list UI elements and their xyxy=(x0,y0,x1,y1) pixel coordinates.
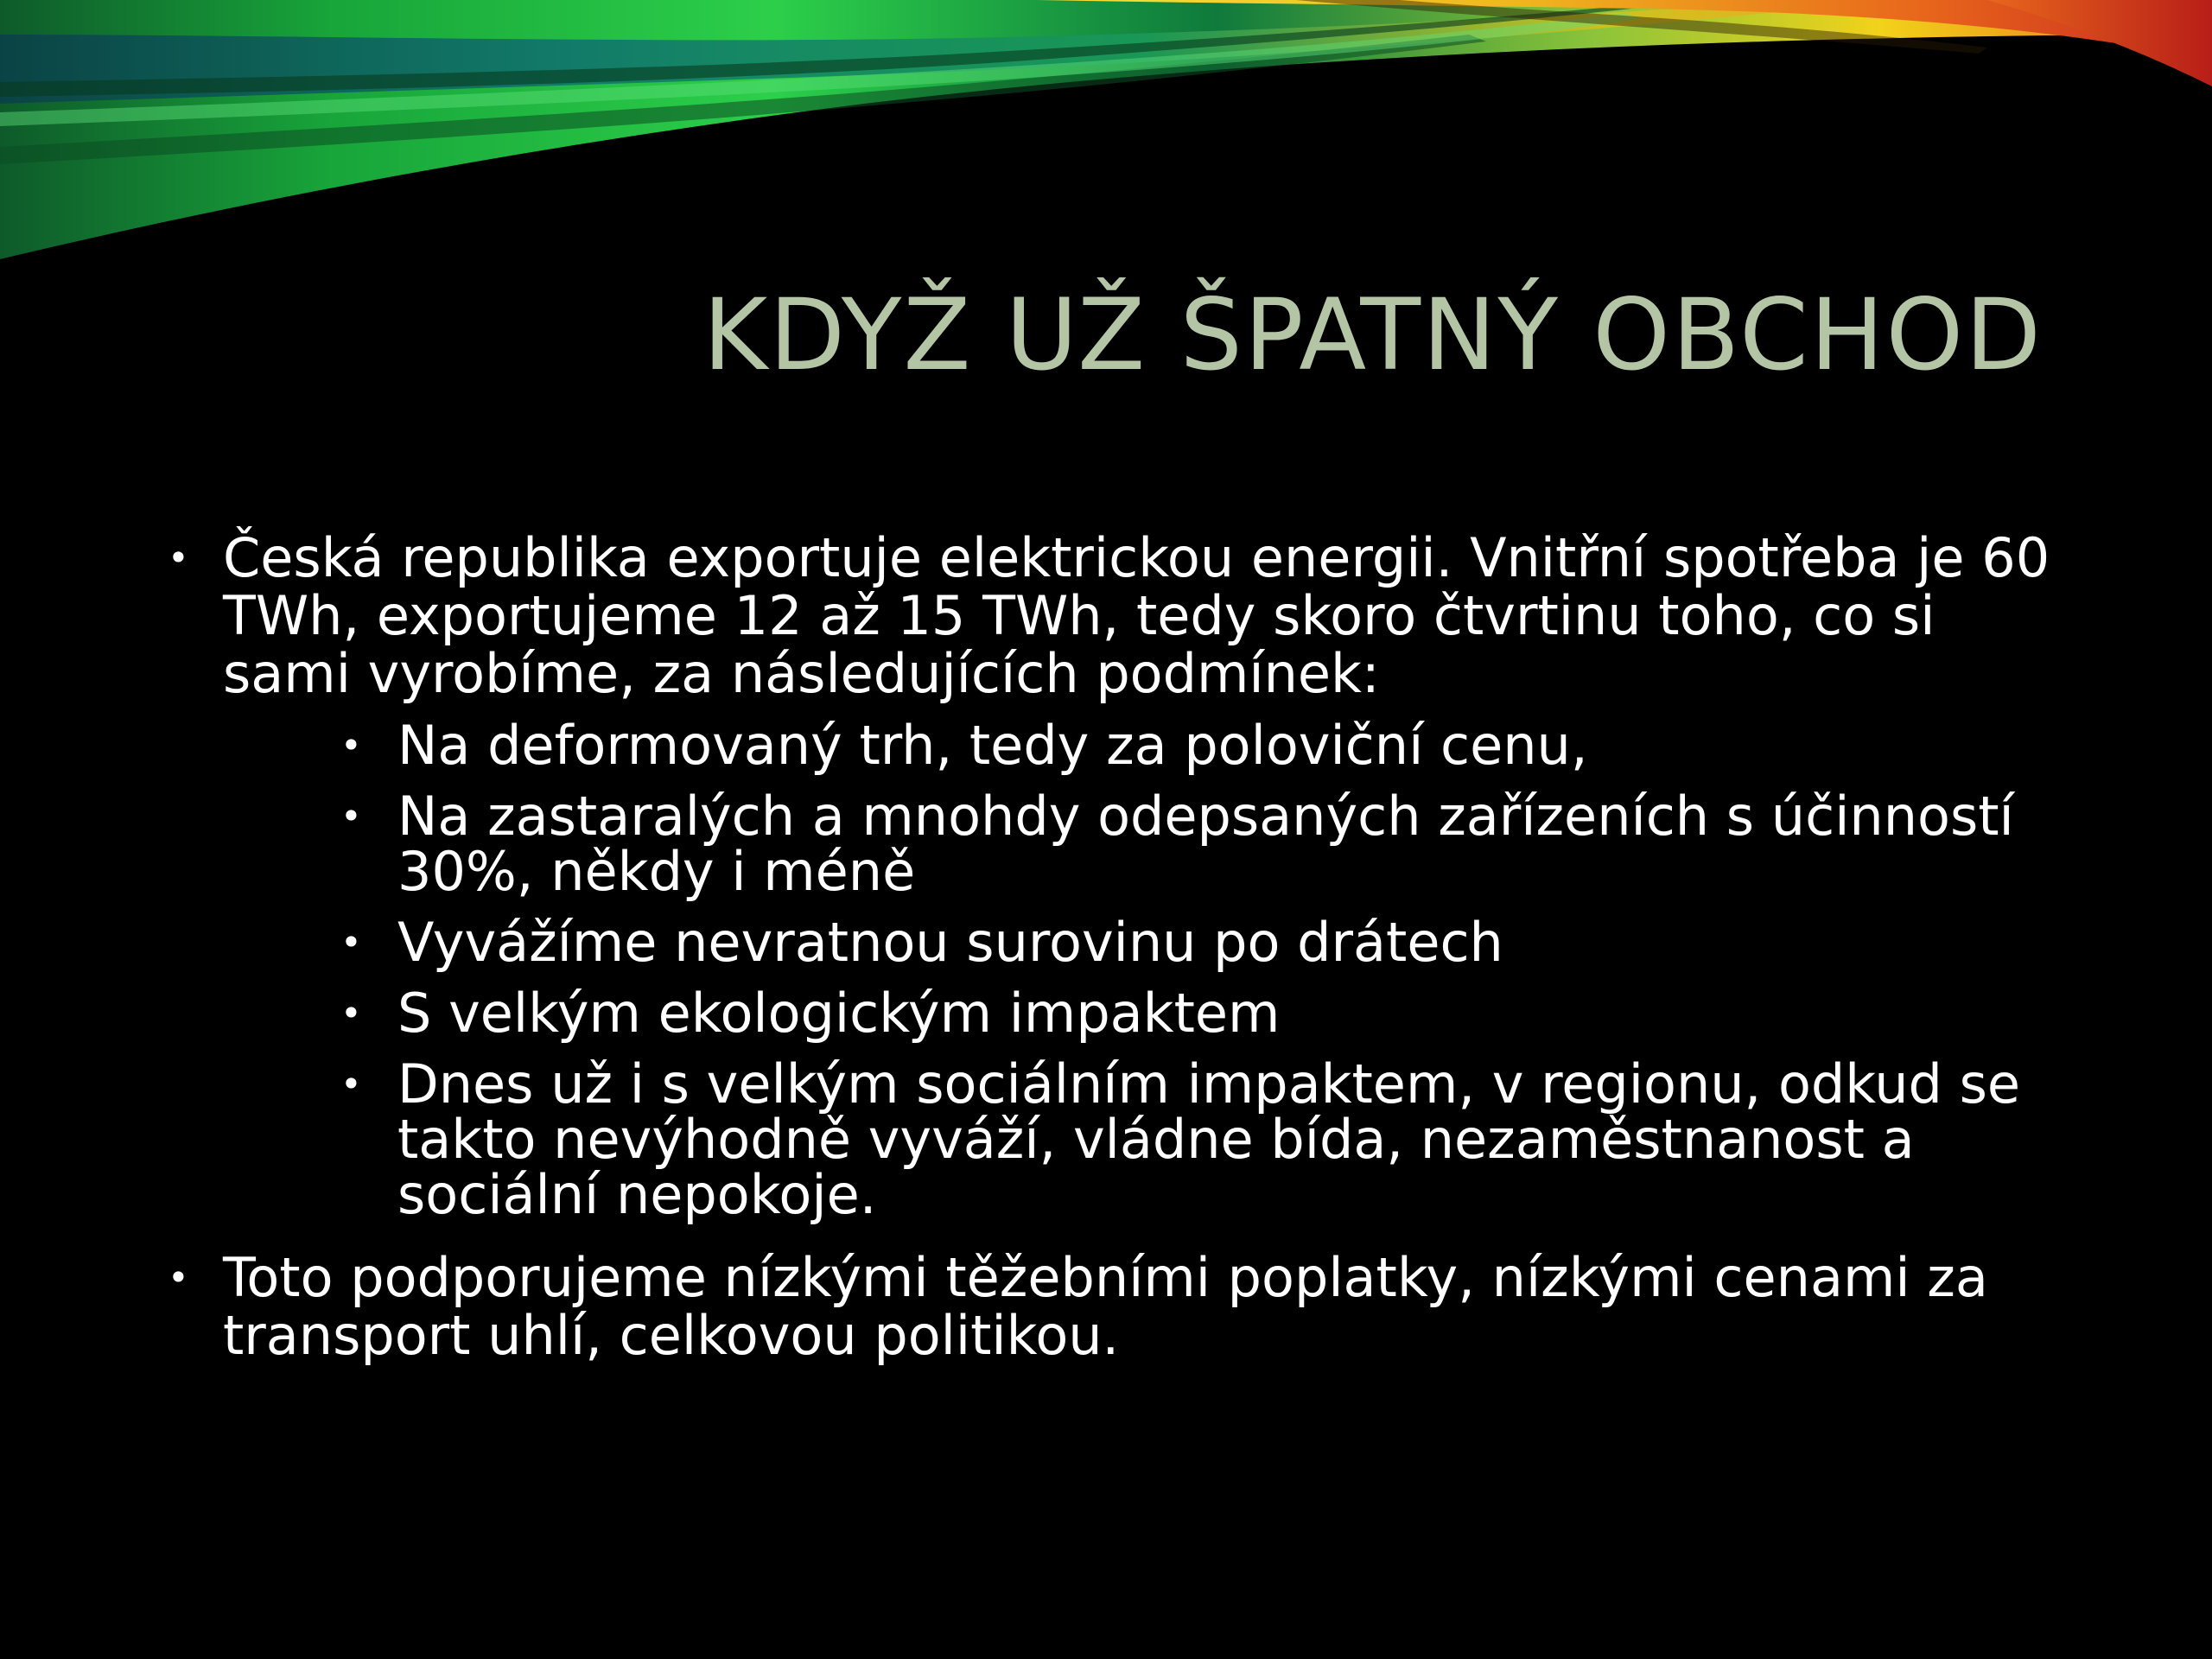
bullet-icon: • xyxy=(340,795,362,837)
sub-bullet-list xyxy=(223,714,2053,1226)
bullet-point-support xyxy=(161,1246,2053,1367)
sub-bullet-point xyxy=(223,785,2053,903)
sub-bullet-point xyxy=(223,911,2053,974)
sub-bullet-text: Na deformovaný trh, tedy za poloviční cenu, xyxy=(397,714,1588,777)
bullet-icon: • xyxy=(340,992,362,1034)
slide-body xyxy=(161,526,2053,1367)
slide-title: KDYŽ UŽ ŠPATNÝ OBCHOD xyxy=(702,277,2043,392)
sub-bullet-point xyxy=(223,1052,2053,1226)
bullet-text: Česká republika exportuje elektrickou energii. Vnitřní spotřeba je 60 TWh, exportujeme 12 až 15 TWh, tedy skoro čtvrtinu toho, co si sami vyrobíme, za následujících podmínek: xyxy=(223,526,2050,705)
bullet-icon: • xyxy=(340,724,362,766)
sub-bullet-point xyxy=(223,714,2053,777)
bullet-point-export xyxy=(161,526,2053,1226)
sub-bullet-text: Na zastaralých a mnohdy odepsaných zařízeních s účinností 30%, někdy i méně xyxy=(397,785,2014,903)
bullet-text: Toto podporujeme nízkými těžebními poplatky, nízkými cenami za transport uhlí, celkovou politikou. xyxy=(223,1246,1988,1367)
bullet-icon: • xyxy=(168,1256,189,1299)
sub-bullet-text: Dnes už i s velkým sociálním impaktem, v regionu, odkud se takto nevýhodně vyváží, vládne bída, nezaměstnanost a sociální nepokoje. xyxy=(397,1052,2021,1226)
bullet-icon: • xyxy=(340,921,362,963)
decorative-swoosh-banner xyxy=(0,0,2212,276)
sub-bullet-text: Vyvážíme nevratnou surovinu po drátech xyxy=(397,911,1503,974)
sub-bullet-text: S velkým ekologickým impaktem xyxy=(397,982,1281,1045)
bullet-list xyxy=(161,526,2053,1367)
sub-bullet-point xyxy=(223,982,2053,1045)
bullet-icon: • xyxy=(340,1063,362,1105)
bullet-icon: • xyxy=(168,537,189,579)
